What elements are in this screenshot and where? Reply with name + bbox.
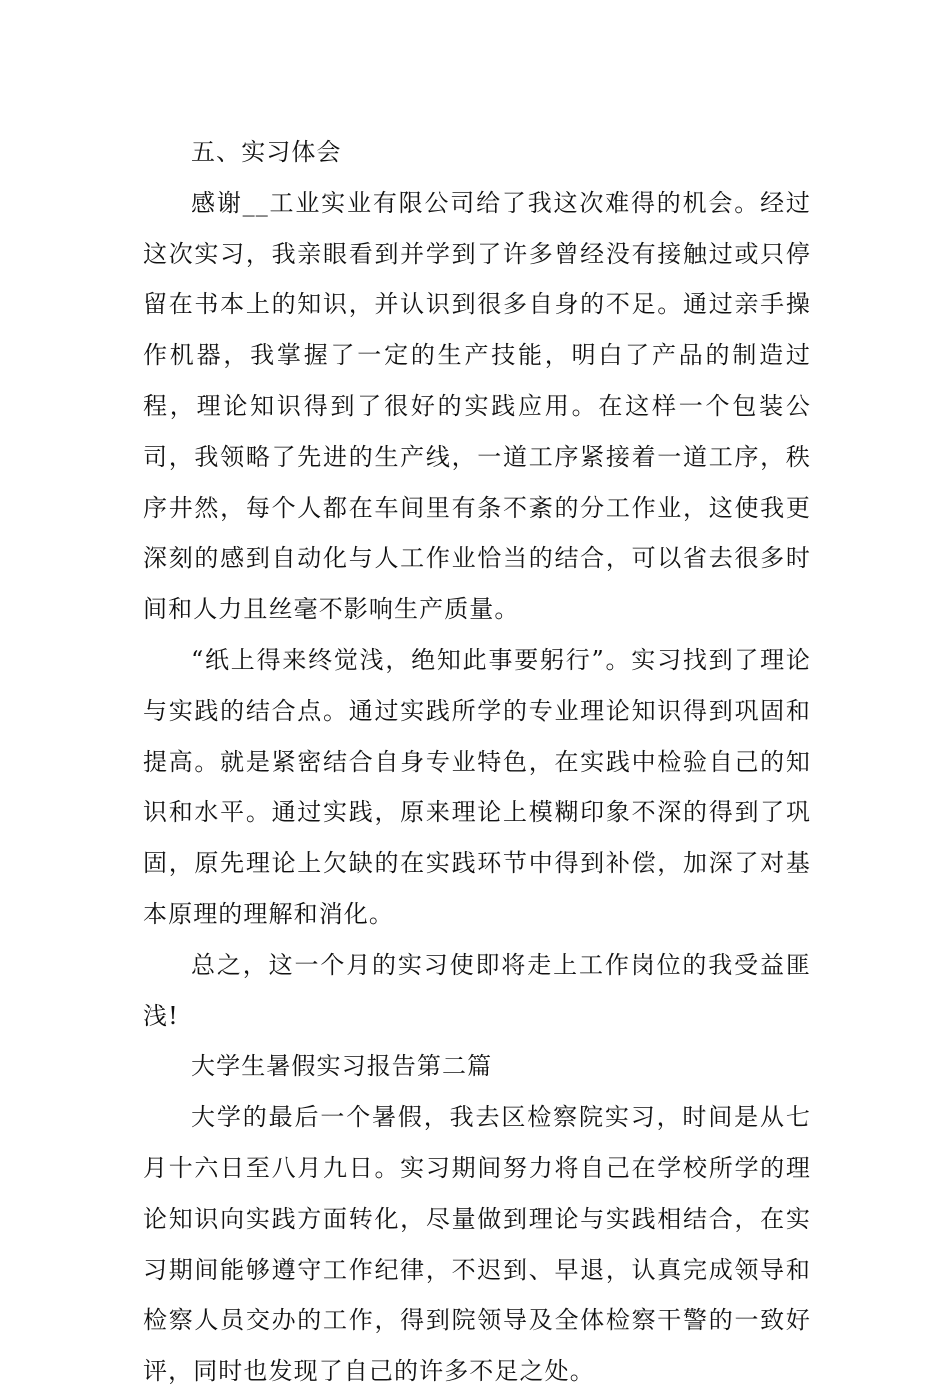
paragraph: “纸上得来终觉浅，绝知此事要躬行”。实习找到了理论与实践的结合点。通过实践所学的专业理论知识得到巩固和提高。就是紧密结合自身专业特色，在实践中检验自己的知识和水平。通过实践，原来理论上模糊印象不深的得到了巩固，原先理论上欠缺的在实践环节中得到补偿，加深了对基本原理的理解和消化。: [143, 645, 811, 928]
document-body: [143, 127, 811, 1397]
paragraph: 总之，这一个月的实习使即将走上工作岗位的我受益匪浅!: [143, 950, 811, 1030]
report-title: 大学生暑假实习报告第二篇: [191, 1052, 493, 1081]
paragraph: 大学的最后一个暑假，我去区检察院实习，时间是从七月十六日至八月九日。实习期间努力将自己在学校所学的理论知识向实践方面转化，尽量做到理论与实践相结合，在实习期间能够遵守工作纪律，不迟到、早退，认真完成领导和检察人员交办的工作，得到院领导及全体检察干警的一致好评，同时也发现了自己的许多不足之处。: [143, 1103, 811, 1386]
paragraph: 感谢__工业实业有限公司给了我这次难得的机会。经过这次实习，我亲眼看到并学到了许多曾经没有接触过或只停留在书本上的知识，并认识到很多自身的不足。通过亲手操作机器，我掌握了一定的生产技能，明白了产品的制造过程，理论知识得到了很好的实践应用。在这样一个包装公司，我领略了先进的生产线，一道工序紧接着一道工序，秩序井然，每个人都在车间里有条不紊的分工作业，这使我更深刻的感到自动化与人工作业恰当的结合，可以省去很多时间和人力且丝毫不影响生产质量。: [143, 188, 811, 624]
section-heading: 五、实习体会: [191, 138, 342, 166]
